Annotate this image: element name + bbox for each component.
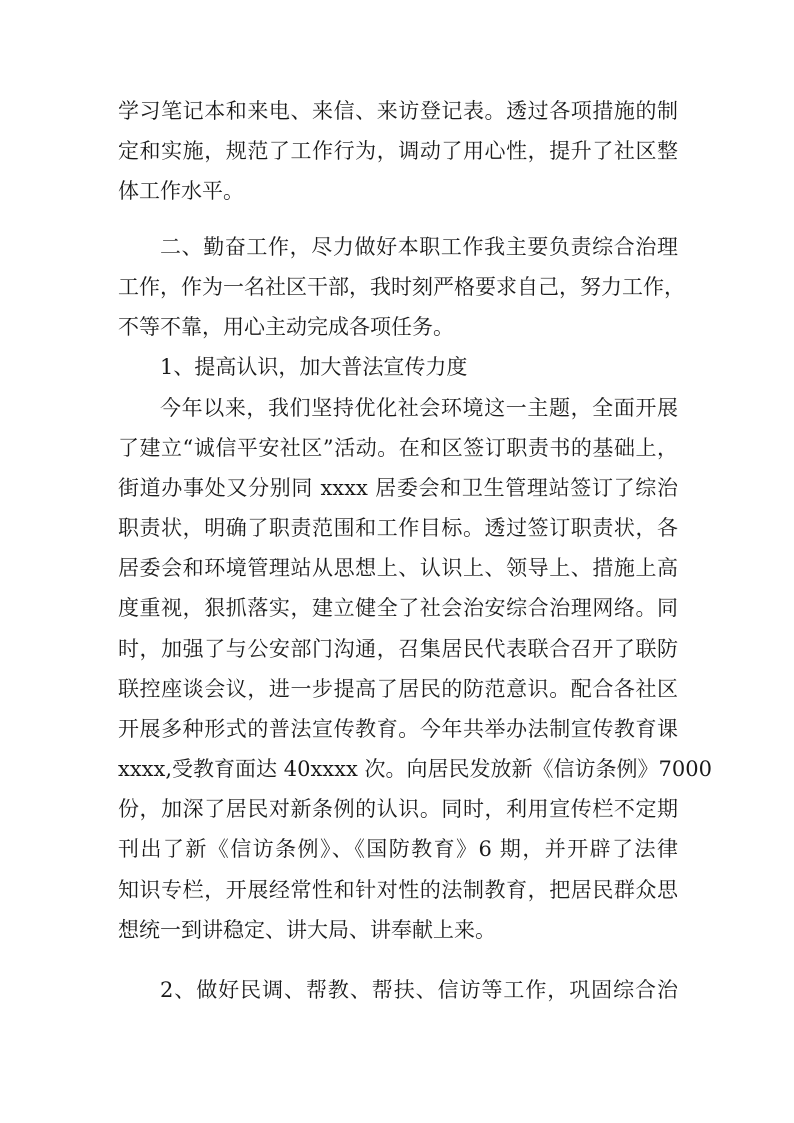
section-heading-line-2: 工作，作为一名社区干部，我时刻严格要求自己，努力工作， (118, 275, 685, 299)
body-line-1: 今年以来，我们坚持优化社会环境这一主题，全面开展 (160, 396, 678, 420)
body-line-8: 联控座谈会议，进一步提高了居民的防范意识。配合各社区 (118, 677, 678, 701)
body-line-3: 街道办事处又分别同 xxxx 居委会和卫生管理站签订了综治 (118, 476, 678, 500)
paragraph-line-3: 体工作水平。 (118, 179, 244, 203)
paragraph-line-2: 定和实施，规范了工作行为，调动了用心性，提升了社区整 (118, 139, 678, 163)
body-line-14: 想统一到讲稳定、讲大局、讲奉献上来。 (118, 918, 496, 942)
body-line-11: 份，加深了居民对新条例的认识。同时，利用宣传栏不定期 (118, 797, 678, 821)
paragraph-line-1: 学习笔记本和来电、来信、来访登记表。透过各项措施的制 (118, 99, 678, 123)
body-line-13: 知识专栏，开展经常性和针对性的法制教育，把居民群众思 (118, 878, 678, 902)
body-line-9: 开展多种形式的普法宣传教育。今年共举办法制宣传教育课 (118, 717, 678, 741)
body-line-2: 了建立“诚信平安社区”活动。在和区签订职责书的基础上， (118, 436, 678, 460)
body-line-5: 居委会和环境管理站从思想上、认识上、领导上、措施上高 (118, 556, 678, 580)
body-line-12: 刊出了新《信访条例》、《国防教育》6 期，并开辟了法律 (118, 837, 678, 861)
body-line-10: xxxx,受教育面达 40xxxx 次。向居民发放新《信访条例》7000 (118, 757, 712, 781)
section-heading-line-1: 二、勤奋工作，尽力做好本职工作我主要负责综合治理 (160, 235, 678, 259)
subheading-1: 1、提高认识，加大普法宣传力度 (160, 355, 468, 379)
body-line-6: 度重视，狠抓落实，建立健全了社会治安综合治理网络。同 (118, 596, 678, 620)
subheading-2: 2、做好民调、帮教、帮扶、信访等工作，巩固综合治 (160, 978, 678, 1002)
section-heading-line-3: 不等不靠，用心主动完成各项任务。 (118, 315, 454, 339)
body-line-4: 职责状，明确了职责范围和工作目标。透过签订职责状，各 (118, 516, 678, 540)
body-line-7: 时，加强了与公安部门沟通，召集居民代表联合召开了联防 (118, 637, 678, 661)
